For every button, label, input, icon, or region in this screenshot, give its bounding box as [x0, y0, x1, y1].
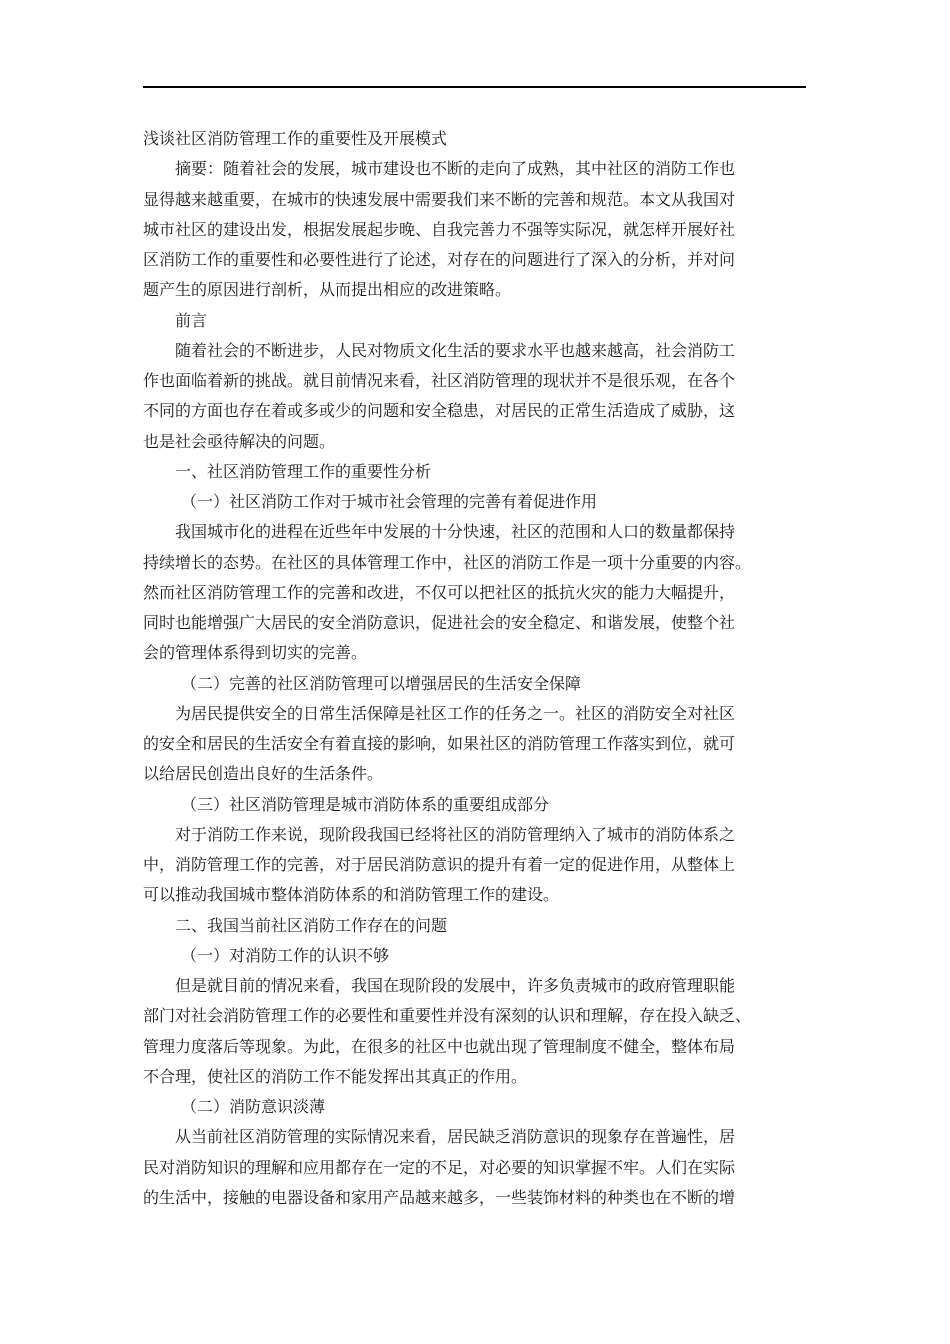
paragraph-line: 管理力度落后等现象。为此，在很多的社区中也就出现了管理制度不健全，整体布局 [143, 1036, 736, 1056]
abstract-line: 显得越来越重要，在城市的快速发展中需要我们来不断的完善和规范。本文从我国对 [143, 189, 736, 209]
paragraph-line: 民对消防知识的理解和应用都存在一定的不足，对必要的知识掌握不牢。人们在实际 [143, 1157, 736, 1177]
paragraph-line: 同时也能增强广大居民的安全消防意识，促进社会的安全稳定、和谐发展，使整个社 [143, 613, 736, 632]
paragraph-line: 的安全和居民的生活安全有着直接的影响，如果社区的消防管理工作落实到位，就可 [143, 734, 736, 753]
document-title: 浅谈社区消防管理工作的重要性及开展模式 [143, 129, 448, 148]
subsection-heading: （一）社区消防工作对于城市社会管理的完善有着促进作用 [181, 492, 598, 511]
subsection-heading: （二）完善的社区消防管理可以增强居民的生活安全保障 [181, 673, 582, 693]
preface-heading: 前言 [175, 310, 208, 330]
paragraph-line: 作也面临着新的挑战。就目前情况来看，社区消防管理的现状并不是很乐观，在各个 [143, 371, 736, 390]
paragraph-line: 会的管理体系得到切实的完善。 [143, 643, 368, 663]
paragraph-line: 不同的方面也存在着或多或少的问题和安全稳患，对居民的正常生活造成了威胁，这 [143, 401, 736, 421]
subsection-heading: （一）对消防工作的认识不够 [181, 945, 390, 965]
abstract-line: 题产生的原因进行剖析，从而提出相应的改进策略。 [143, 280, 512, 300]
abstract-line: 城市社区的建设出发，根据发展起步晚、自我完善力不强等实际况，就怎样开展好社 [143, 219, 736, 239]
section-heading: 一、社区消防管理工作的重要性分析 [175, 461, 432, 481]
paragraph-line: 持续增长的态势。在社区的具体管理工作中，社区的消防工作是一项十分重要的内容。 [143, 552, 752, 572]
paragraph-line: 随着社会的不断进步，人民对物质文化生活的要求水平也越来越高，社会消防工 [175, 340, 736, 360]
paragraph-line: 也是社会亟待解决的问题。 [143, 431, 336, 451]
subsection-heading: （二）消防意识淡薄 [181, 1097, 326, 1116]
paragraph-line: 不合理，使社区的消防工作不能发挥出其真正的作用。 [143, 1066, 528, 1086]
paragraph-line: 我国城市化的进程在近些年中发展的十分快速，社区的范围和人口的数量都保持 [175, 522, 736, 542]
abstract-line: 摘要：随着社会的发展，城市建设也不断的走向了成熟，其中社区的消防工作也 [175, 159, 736, 179]
paragraph-line: 然而社区消防管理工作的完善和改进，不仅可以把社区的抵抗火灾的能力大幅提升， [143, 582, 736, 602]
paragraph-line: 但是就目前的情况来看，我国在现阶段的发展中，许多负责城市的政府管理职能 [175, 976, 736, 995]
paragraph-line: 的生活中，接触的电器设备和家用产品越来越多，一些装饰材料的种类也在不断的增 [143, 1187, 736, 1207]
abstract-line: 区消防工作的重要性和必要性进行了论述，对存在的问题进行了深入的分析，并对问 [143, 250, 736, 269]
paragraph-line: 中，消防管理工作的完善，对于居民消防意识的提升有着一定的促进作用，从整体上 [143, 855, 736, 874]
document-body [143, 124, 807, 1213]
paragraph-line: 可以推动我国城市整体消防体系的和消防管理工作的建设。 [143, 885, 560, 905]
subsection-heading: （三）社区消防管理是城市消防体系的重要组成部分 [181, 794, 550, 814]
paragraph-line: 以给居民创造出良好的生活条件。 [143, 764, 384, 784]
header-rule [143, 86, 806, 88]
section-heading: 二、我国当前社区消防工作存在的问题 [175, 915, 448, 935]
paragraph-line: 从当前社区消防管理的实际情况来看，居民缺乏消防意识的现象存在普遍性，居 [175, 1127, 736, 1147]
paragraph-line: 对于消防工作来说，现阶段我国已经将社区的消防管理纳入了城市的消防体系之 [175, 824, 736, 844]
paragraph-line: 部门对社会消防管理工作的必要性和重要性并没有深刻的认识和理解，存在投入缺乏、 [143, 1006, 752, 1026]
paragraph-line: 为居民提供安全的日常生活保障是社区工作的任务之一。社区的消防安全对社区 [175, 703, 736, 723]
